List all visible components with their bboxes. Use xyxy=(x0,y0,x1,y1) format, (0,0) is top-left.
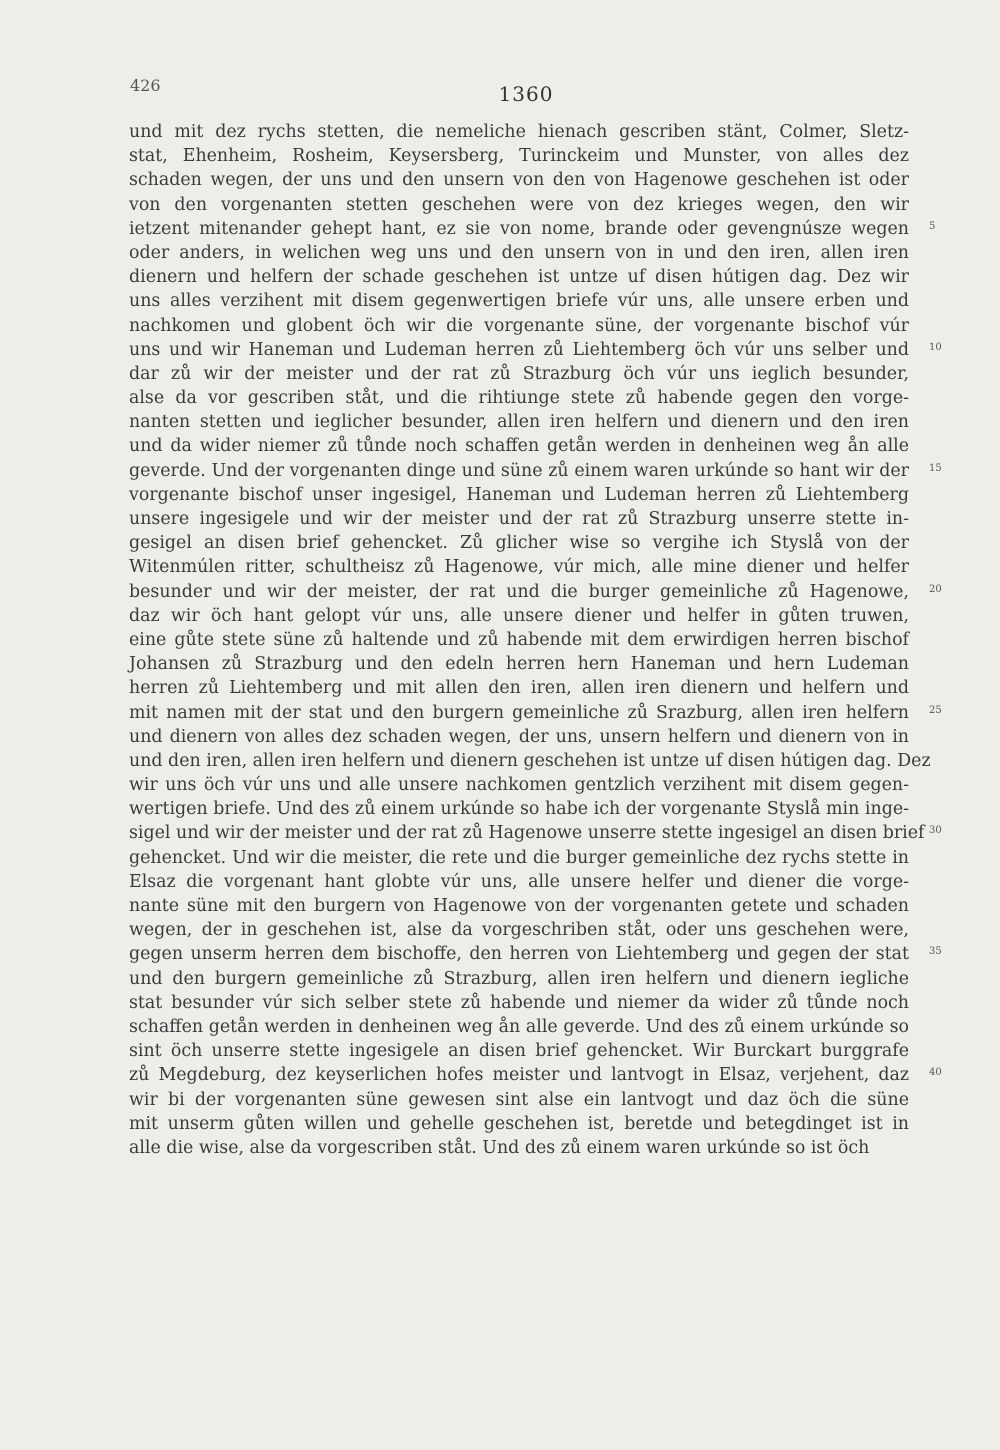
text-line xyxy=(129,725,909,749)
line-text: oder anders, in welichen weg uns und den unsern von in und den iren, allen iren xyxy=(129,242,909,263)
text-line xyxy=(129,362,909,386)
line-text: wegen, der in geschehen ist, alse da vorgeschriben ståt, oder uns geschehen were, xyxy=(129,920,909,941)
text-line xyxy=(129,701,942,725)
line-text: und den burgern gemeinliche zů Strazburg, allen iren helfern und dienern iegliche xyxy=(129,968,909,989)
text-line xyxy=(129,168,909,192)
line-text: nanten stetten und ieglicher besunder, allen iren helfern und dienern und den iren xyxy=(129,412,909,433)
text-line xyxy=(129,386,909,410)
line-text: und da wider niemer zů tůnde noch schaffen getån werden in denheinen weg ån alle xyxy=(129,436,909,457)
line-text: alse da vor gescriben ståt, und die rihtiunge stete zů habende gegen den vorge- xyxy=(129,388,909,409)
line-text: herren zů Liehtemberg und mit allen den iren, allen iren dienern und helfern und xyxy=(129,678,909,699)
text-line xyxy=(129,507,909,531)
line-text: ietzent mitenander gehept hant, ez sie von nome, brande oder gevengnúsze wegen xyxy=(129,218,909,239)
line-text: daz wir öch hant gelopt vúr uns, alle unsere diener und helfer in gůten truwen, xyxy=(129,605,909,626)
text-line xyxy=(129,942,942,966)
text-line xyxy=(129,1088,909,1112)
line-text: nachkomen und globent öch wir die vorgenante süne, der vorgenante bischof vúr xyxy=(129,315,909,336)
body-text xyxy=(129,120,942,1160)
line-text: stat besunder vúr sich selber stete zů habende und niemer da wider zů tůnde noch xyxy=(129,992,909,1013)
line-text: schaffen getån werden in denheinen weg ån alle geverde. Und des zů einem urkúnde so xyxy=(129,1016,909,1037)
text-line xyxy=(129,1112,909,1136)
line-text: stat, Ehenheim, Rosheim, Keysersberg, Turinckeim und Munster, von alles dez xyxy=(129,146,909,167)
line-text: dienern und helfern der schade geschehen ist untze uf disen hútigen dag. Dez wir xyxy=(129,267,909,288)
line-text: nante süne mit den burgern von Hagenowe von der vorgenanten getete und schaden xyxy=(129,896,909,916)
text-line xyxy=(129,652,909,676)
text-line xyxy=(129,531,909,555)
text-line xyxy=(129,918,909,942)
text-line xyxy=(129,241,909,265)
margin-line-number: 5 xyxy=(929,220,936,232)
text-line xyxy=(129,797,909,821)
text-line xyxy=(129,217,936,241)
margin-line-number: 20 xyxy=(929,583,942,595)
text-line xyxy=(129,459,942,483)
line-text: sint öch unserre stette ingesigele an disen brief gehencket. Wir Burckart burggrafe xyxy=(129,1041,909,1062)
margin-line-number: 40 xyxy=(929,1067,942,1079)
text-line xyxy=(129,289,909,313)
text-line xyxy=(129,193,909,217)
line-text: uns und wir Haneman und Ludeman herren zů Liehtemberg öch vúr uns selber und xyxy=(129,339,909,360)
line-text: wertigen briefe. Und des zů einem urkúnde so habe ich der vorgenante Styslå min inge- xyxy=(129,799,909,820)
text-line xyxy=(129,870,909,894)
line-text: gesigel an disen brief gehencket. Zů glicher wise so vergihe ich Styslå von der xyxy=(129,533,909,554)
line-text: vorgenante bischof unser ingesigel, Haneman und Ludeman herren zů Liehtemberg xyxy=(129,484,909,505)
text-line xyxy=(129,967,909,991)
margin-line-number: 25 xyxy=(929,704,942,716)
margin-line-number: 30 xyxy=(929,825,942,837)
line-text: alle die wise, alse da vorgescriben ståt. Und des zů einem waren urkúnde so ist öch xyxy=(129,1137,870,1158)
text-line xyxy=(129,120,909,144)
text-line xyxy=(129,1039,909,1063)
text-line xyxy=(129,483,909,507)
margin-line-number: 10 xyxy=(929,341,942,353)
text-line xyxy=(129,144,909,168)
margin-line-number: 35 xyxy=(929,946,942,958)
line-text: und dienern von alles dez schaden wegen, der uns, unsern helfern und dienern von in xyxy=(129,726,909,747)
text-line xyxy=(129,628,909,652)
margin-line-number: 15 xyxy=(929,462,942,474)
line-text: und mit dez rychs stetten, die nemeliche hienach gescriben stänt, Colmer, Sletz- xyxy=(129,122,909,142)
text-line xyxy=(129,410,909,434)
line-text: gehencket. Und wir die meister, die rete und die burger gemeinliche dez rychs stette in xyxy=(129,847,909,868)
text-line xyxy=(129,580,942,604)
text-line xyxy=(129,314,909,338)
line-text: unsere ingesigele und wir der meister und der rat zů Strazburg unserre stette in- xyxy=(129,509,909,529)
line-text: Elsaz die vorgenant hant globte vúr uns, alle unsere helfer und diener die vorge- xyxy=(129,871,909,892)
line-text: wir bi der vorgenanten süne gewesen sint alse ein lantvogt und daz öch die süne xyxy=(129,1089,909,1110)
text-line xyxy=(129,676,909,700)
text-line xyxy=(129,604,909,628)
text-line xyxy=(129,991,909,1015)
line-text: gegen unserm herren dem bischoffe, den herren von Liehtemberg und gegen der stat xyxy=(129,944,909,965)
text-line xyxy=(129,773,909,797)
line-text: von den vorgenanten stetten geschehen were von dez krieges wegen, den wir xyxy=(129,194,909,215)
line-text: besunder und wir der meister, der rat und die burger gemeinliche zů Hagenowe, xyxy=(129,581,909,602)
line-text: Johansen zů Strazburg und den edeln herren hern Haneman und hern Ludeman xyxy=(129,654,909,675)
line-text: mit unserm gůten willen und gehelle geschehen ist, beretde und betegdinget ist in xyxy=(129,1113,909,1134)
page-number: 426 xyxy=(130,76,161,95)
text-line xyxy=(129,821,942,845)
text-line xyxy=(129,749,931,773)
text-line xyxy=(129,434,909,458)
line-text: Witenmúlen ritter, schultheisz zů Hagenowe, vúr mich, alle mine diener und helfer xyxy=(129,557,909,578)
text-line xyxy=(129,846,909,870)
line-text: mit namen mit der stat und den burgern gemeinliche zů Srazburg, allen iren helfern xyxy=(129,702,909,723)
line-text: wir uns öch vúr uns und alle unsere nachkomen gentzlich verzihent mit disem gegen- xyxy=(129,775,909,796)
line-text: geverde. Und der vorgenanten dinge und süne zů einem waren urkúnde so hant wir der xyxy=(129,460,909,481)
text-line xyxy=(129,555,909,579)
line-text: uns alles verzihent mit disem gegenwertigen briefe vúr uns, alle unsere erben und xyxy=(129,291,909,312)
text-line xyxy=(129,894,909,918)
line-text: schaden wegen, der uns und den unsern von den von Hagenowe geschehen ist oder xyxy=(129,170,909,191)
text-line xyxy=(129,1136,909,1160)
text-line xyxy=(129,338,942,362)
text-line xyxy=(129,1015,909,1039)
line-text: eine gůte stete süne zů haltende und zů habende mit dem erwirdigen herren bischof xyxy=(129,629,909,650)
year-heading: 1360 xyxy=(498,82,554,106)
line-text: sigel und wir der meister und der rat zů Hagenowe unserre stette ingesigel an disen brief xyxy=(129,823,925,844)
text-line xyxy=(129,1063,942,1087)
line-text: zů Megdeburg, dez keyserlichen hofes meister und lantvogt in Elsaz, verjehent, daz xyxy=(129,1065,909,1086)
text-line xyxy=(129,265,909,289)
line-text: dar zů wir der meister und der rat zů Strazburg öch vúr uns ieglich besunder, xyxy=(129,363,909,384)
line-text: und den iren, allen iren helfern und dienern geschehen ist untze uf disen hútigen dag. Dez xyxy=(129,750,931,771)
